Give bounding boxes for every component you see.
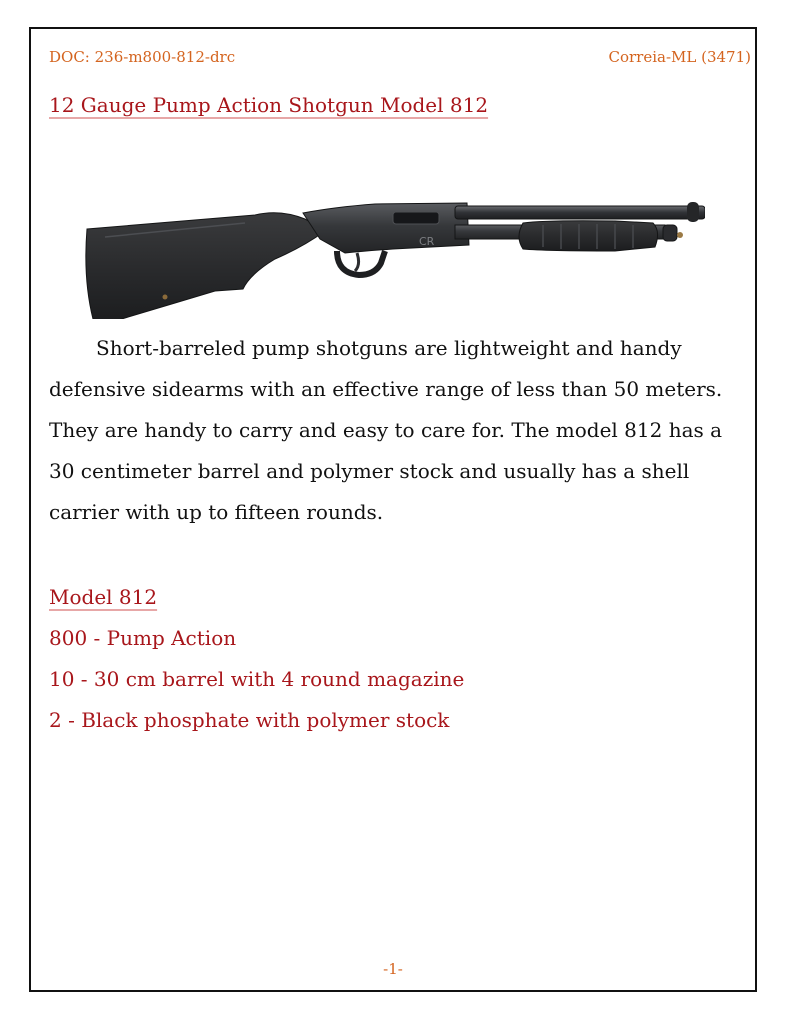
document-page — [29, 27, 757, 992]
page-header — [49, 48, 751, 70]
author-id: Correia-ML (3471) — [608, 48, 751, 66]
page-title: 12 Gauge Pump Action Shotgun Model 812 — [49, 93, 489, 117]
pump-shotgun-image — [75, 179, 705, 319]
spec-line: 800 - Pump Action — [49, 626, 237, 650]
document-id: DOC: 236-m800-812-drc — [49, 48, 236, 66]
spec-heading: Model 812 — [49, 585, 158, 609]
spec-list — [49, 577, 739, 741]
page-number: -1- — [383, 960, 403, 978]
receiver-marking: CR — [419, 235, 435, 248]
spec-line: 10 - 30 cm barrel with 4 round magazine — [49, 667, 465, 691]
spec-line: 2 - Black phosphate with polymer stock — [49, 708, 450, 732]
body-paragraph: Short-barreled pump shotguns are lightweight and handy defensive sidearms with an effective range of less than 50 meters. They are handy to carry and easy to care for. The model 812 has a 30 centimeter barrel and polymer stock and usually has a shell carrier with up to fifteen rounds. — [49, 336, 723, 524]
